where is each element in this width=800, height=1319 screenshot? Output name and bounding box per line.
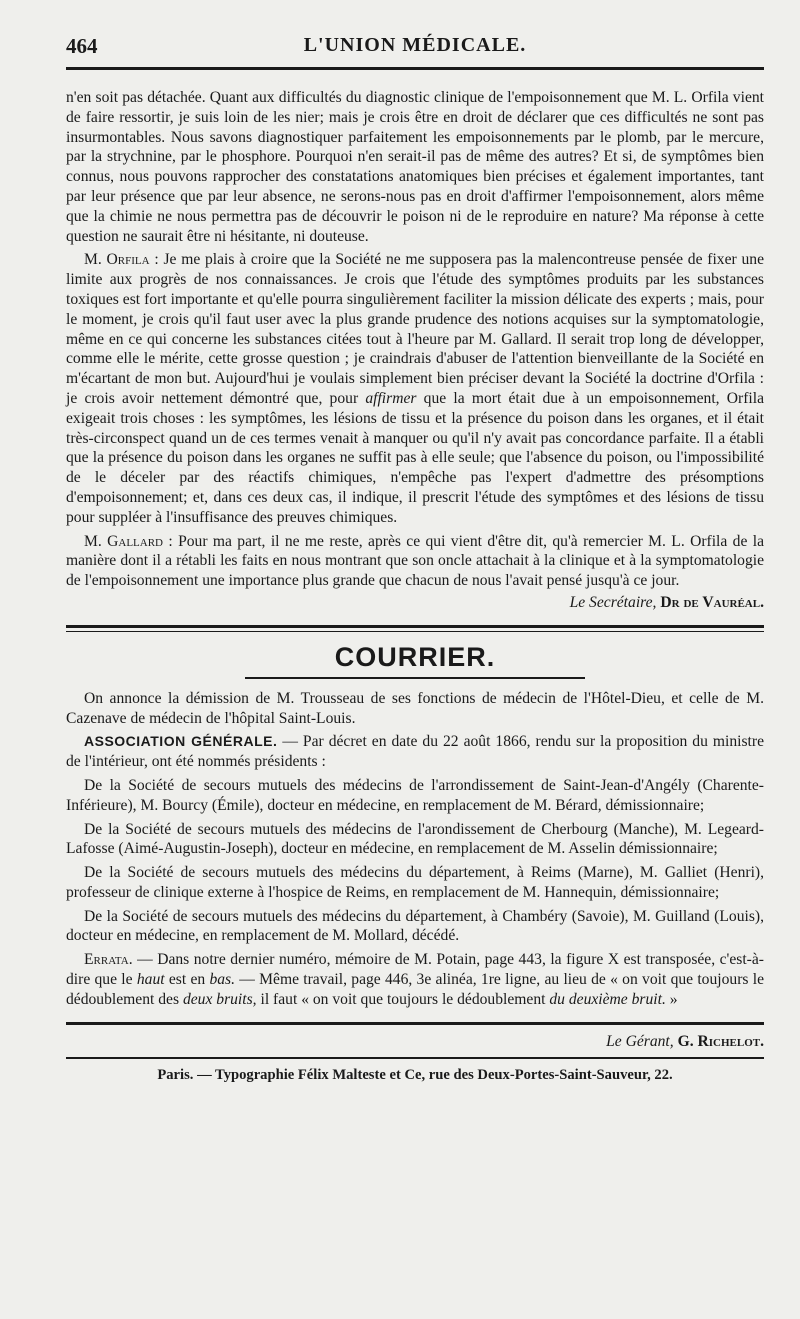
speaker-name: M. Orfila : xyxy=(84,251,159,269)
footer-rule-2 xyxy=(66,1057,764,1059)
secretary-signature xyxy=(66,593,764,613)
manager-name: G. Richelot. xyxy=(677,1032,764,1050)
signature-name: Dr de Vauréal. xyxy=(660,593,764,611)
errata-paragraph xyxy=(66,950,764,1009)
page-header xyxy=(66,0,764,60)
errata-label: Errata. xyxy=(84,951,133,969)
paragraph: n'en soit pas détachée. Quant aux difficultés du diagnostic clinique de l'empoisonnement que M. L. Orfila vient de faire ressortir, je suis loin de les nier; mais je crois être en droit de déclarer que ces difficultés ne sont pas insurmontables. Nous savons diagnostiquer parfaitement les empoisonnements par le plomb, par le mercure, par la strychnine, par le phosphore. Pourquoi n'en serait-il pas de même des autres? Et si, de symptômes bien connus, nous pouvons rapprocher des constatations anatomiques bien précises et également importantes, tant par leur présence que par leur absence, ne serons-nous pas en droit d'affirmer l'empoisonnement, alors même que la chimie ne nous permettra pas de découvrir le poison ni de le reproduire en nature? Ma réponse à cette question ne saurait être ni hésitante, ni douteuse. xyxy=(66,89,764,245)
signature-role: Le Secrétaire, xyxy=(569,593,657,611)
printer-imprint: Paris. — Typographie Félix Malteste et Ce, rue des Deux-Portes-Saint-Sauveur, 22. xyxy=(157,1066,673,1083)
emphasis: affirmer xyxy=(365,389,417,407)
section-divider xyxy=(66,625,764,632)
list-item: De la Société de secours mutuels des médecins du département, à Chambéry (Savoie), M. Guilland (Louis), docteur en médecine, en remplacement de M. Mollard, décédé. xyxy=(66,907,764,945)
text-run: il faut « on voit que toujours le dédoublement xyxy=(260,990,546,1008)
text-run: — Par décret en date du 22 août 1866, rendu sur la proposition du ministre de l'intérieur, ont été nommés présidents : xyxy=(66,733,764,771)
header-rule xyxy=(66,67,764,70)
association-label: ASSOCIATION GÉNÉRALE. xyxy=(84,733,278,750)
text-run: — Même travail, page 446, 3e alinéa, 1re ligne, au lieu de « on voit que toujours le dédoublement des xyxy=(66,971,764,1008)
emphasis: deux bruits, xyxy=(182,990,257,1008)
list-item: De la Société de secours mutuels des médecins de l'arondissement de Cherbourg (Manche), M. Legeard-Lafosse (Aimé-Augustin-Joseph), docteur en médecine, en remplacement de M. Asselin démissionnaire; xyxy=(66,820,764,858)
paragraph xyxy=(66,250,764,527)
running-title: L'UNION MÉDICALE. xyxy=(303,34,527,56)
paragraph: On annonce la démission de M. Trousseau de ses fonctions de médecin de l'Hôtel-Dieu, et celle de M. Cazenave de médecin de l'hôpital Saint-Louis. xyxy=(66,689,764,727)
text-run: » xyxy=(669,990,678,1008)
text-run: Pour ma part, il ne me reste, après ce qui vient d'être dit, qu'à remercier M. L. Orfila de la manière dont il a rétabli les faits en nous montrant que son oncle attachait à la clinique et à la symptomatologie de l'empoisonnement une importance plus grande que chacun de nous l'avait pensé jusqu'à ce jour. xyxy=(66,532,765,590)
paragraph xyxy=(66,732,764,772)
paragraph xyxy=(66,532,764,591)
courrier-section xyxy=(66,689,764,1010)
text-run: que la mort était due à un empoisonnement, Orfila exigeait trois choses : les symptômes, les lésions de tissu et la présence du poison dans les organes, et il était très-circonspect quand un de ces termes venait à manquer ou qu'il n'y avait pas concordance parfaite. Il a établi que la présence du poison dans les organes ne suffit pas à elle seule; que l'absence du poison, ou l'impossibilité de le déceler par des réactifs chimiques, n'empêche pas l'expert d'admettre des présomptions d'empoisonnement; et, dans ces deux cas, il indique, il prescrit l'étude des symptômes et des lésions de tissu pour suppléer à l'insuffisance des preuves chimiques. xyxy=(66,389,764,526)
text-run: — Dans notre dernier numéro, mémoire de M. Potain, page 443, la figure X est transposée, c'est-à-dire que le xyxy=(66,951,764,989)
text-run: est en xyxy=(168,971,206,989)
footer-rule xyxy=(66,1022,764,1025)
manager-signature xyxy=(66,1033,764,1051)
title-underline xyxy=(245,677,585,679)
list-item: De la Société de secours mutuels des médecins du département, à Reims (Marne), M. Galliet (Henri), professeur de clinique externe à l'hospice de Reims, en remplacement de M. Hannequin, démissionnaire; xyxy=(66,864,764,901)
emphasis: haut xyxy=(136,971,165,989)
manager-role: Le Gérant, xyxy=(606,1032,674,1050)
section-title: COURRIER. xyxy=(334,641,496,672)
emphasis: du deuxième bruit. xyxy=(549,990,666,1008)
page-number: 464 xyxy=(66,34,98,58)
text-run: Je me plais à croire que la Société ne me supposera pas la malencontreuse pensée de fixer une limite aux progrès de nos connaissances. Je crois que l'étude des symptômes produits par les substances toxiques est fort importante et qu'elle pourra singulièrement faciliter la mission délicate des experts ; mais, pour le moment, je crois qu'il faut user avec la plus grande prudence des notions acquises sur la symptomatologie, même en ce qui concerne les substances citées tout à l'heure par M. Gallard. Il serait trop long de développer, comme elle le mérite, cette grosse question ; je craindrais d'abuser de l'attention bienveillante de la Société en m'écartant de mon but. Aujourd'hui je voulais simplement bien préciser devant la Société la doctrine d'Orfila : je crois avoir nettement démontré que, pour xyxy=(66,251,764,407)
list-item: De la Société de secours mutuels des médecins de l'arrondissement de Saint-Jean-d'Angély (Charente-Inférieure), M. Bourcy (Émile), docteur en médecine, en remplacement de M. Bérard, démissionnaire; xyxy=(66,776,764,814)
speaker-name: M. Gallard : xyxy=(84,532,173,550)
emphasis: bas. xyxy=(209,971,236,989)
discussion-section xyxy=(66,88,764,613)
